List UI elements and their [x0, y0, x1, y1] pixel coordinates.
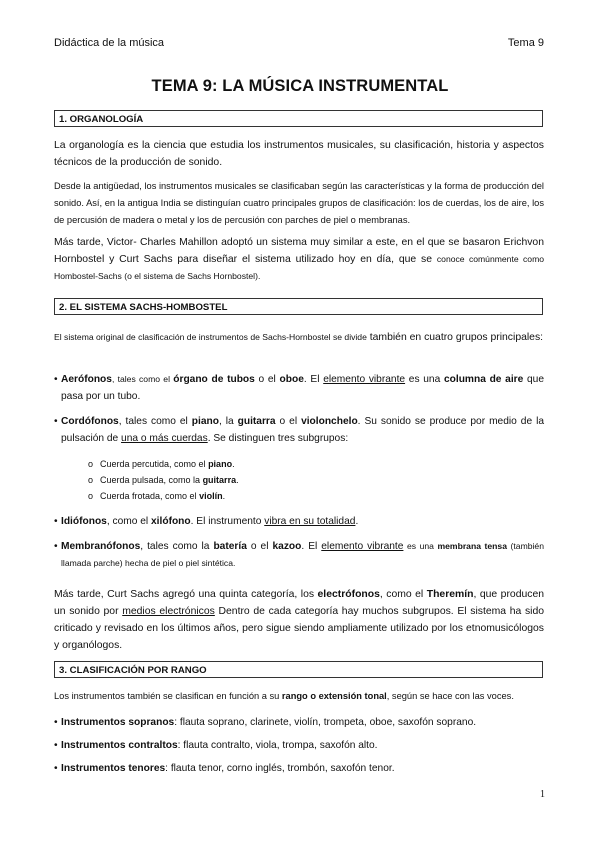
list-item-idiofonos: • Idiófonos, como el xilófono. El instrumento vibra en su totalidad. [54, 516, 359, 527]
sublist-item: o Cuerda frotada, como el violín. [88, 491, 226, 501]
paragraph-rango-intro: Los instrumentos también se clasifican en función a su rango o extensión tonal, según se hace con las voces. [54, 691, 514, 701]
sublist-item: o Cuerda pulsada, como la guitarra. [88, 475, 239, 485]
paragraph-mahillon: Más tarde, Victor- Charles Mahillon adoptó un sistema muy similar a este, en el que se basaron Erichvon Hornbostel y Curt Sachs para diseñar el sistema utilizado hoy en día, que se conoce comúnmente como Hombostel-Sachs (o el sistema de Sachs Hornbostel). [54, 237, 545, 281]
paragraph-electrofonos: Más tarde, Curt Sachs agregó una quinta categoría, los electrófonos, como el Theremín, que producen un sonido por medios electrónicos Dentro de cada categoría hay muchos subgrupos. El sistema ha sido criticado y revisado en los últimos años, pero sigue siendo ampliamente utilizado por los etnomusicólogos y organólogos. [54, 589, 545, 651]
section-heading-sachs-hombostel: 2. EL SISTEMA SACHS-HOMBOSTEL [54, 298, 543, 315]
page-number: 1 [540, 789, 545, 800]
page-title: TEMA 9: LA MÚSICA INSTRUMENTAL [151, 77, 449, 95]
list-item-cordofonos: • Cordófonos, tales como el piano, la guitarra o el violonchelo. Su sonido se produce por medio de la pulsación de una o más cuerdas. Se distinguen tres subgrupos: [54, 416, 544, 444]
list-item-sopranos: • Instrumentos sopranos: flauta soprano, clarinete, violín, trompeta, oboe, saxofón soprano. [54, 717, 477, 728]
section-heading-clasificacion-rango: 3. CLASIFICACIÓN POR RANGO [54, 661, 543, 678]
paragraph-organologia-definition: La organología es la ciencia que estudia los instrumentos musicales, su clasificación, historia y aspectos técnicos de la producción de sonido. [54, 140, 544, 168]
paragraph-sistema-intro: El sistema original de clasificación de instrumentos de Sachs-Hornbostel se divide también en cuatro grupos principales: [54, 332, 544, 343]
list-item-contraltos: • Instrumentos contraltos: flauta contralto, viola, trompa, saxofón alto. [54, 740, 378, 751]
header-subject: Didáctica de la música [54, 37, 165, 49]
section-heading-organologia: 1. ORGANOLOGÍA [54, 110, 543, 127]
list-item-aerofonos: • Aerófonos, tales como el órgano de tubos o el oboe. El elemento vibrante es una columna de aire que pasa por un tubo. [54, 374, 545, 402]
paragraph-antiguedad: Desde la antigüedad, los instrumentos musicales se clasificaban según las características y la forma de producción del sonido. Así, en la antigua India se distinguían cuatro principales grupos de clasificación: los de cuerdas, los de aire, los de percusión de madera o metal y los de percusión con parches de piel o membranas. [54, 181, 544, 225]
sublist-item: o Cuerda percutida, como el piano. [88, 459, 235, 469]
header-topic: Tema 9 [507, 37, 544, 49]
list-item-tenores: • Instrumentos tenores: flauta tenor, corno inglés, trombón, saxofón tenor. [54, 763, 395, 774]
list-item-membranofonos: • Membranófonos, tales como la batería o el kazoo. El elemento vibrante es una membrana tensa (también llamada parche) hecha de piel o piel sintética. [54, 541, 544, 568]
